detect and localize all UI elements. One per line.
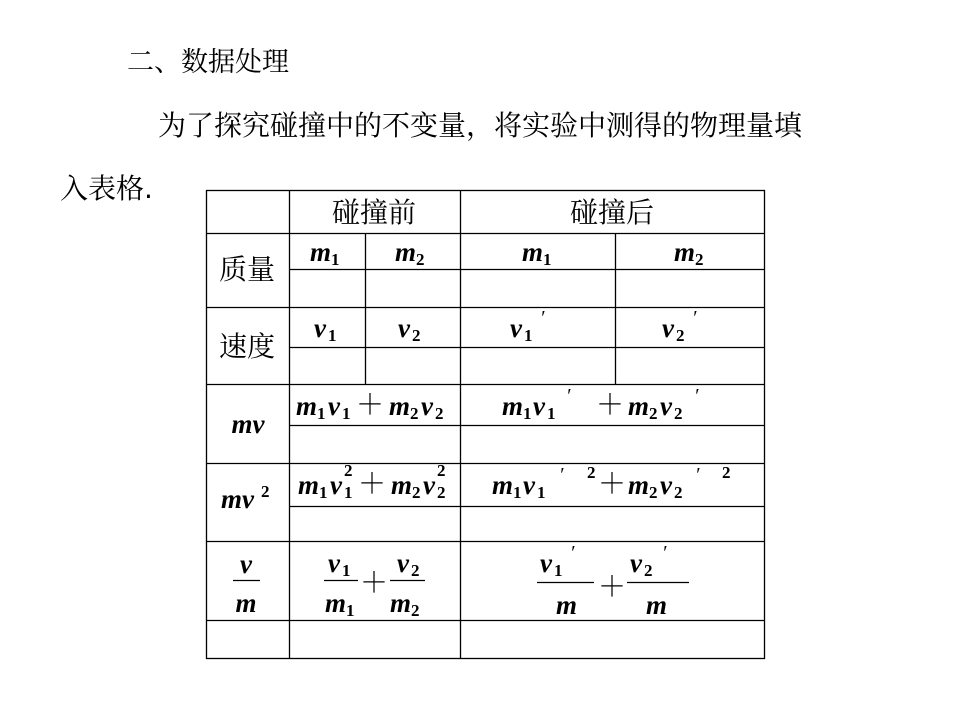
svg-text:′: ′ [694, 385, 699, 407]
svg-text:m: m [492, 470, 514, 500]
svg-text:v: v [330, 470, 342, 500]
svg-text:m: m [674, 237, 696, 267]
svg-text:v: v [540, 548, 552, 578]
svg-text:v: v [314, 313, 326, 343]
svg-text:v: v [533, 391, 545, 421]
svg-text:v: v [423, 470, 435, 500]
svg-text:2: 2 [437, 461, 446, 480]
svg-text:1: 1 [342, 404, 351, 423]
cell-m2-after [674, 237, 704, 269]
cell-mv2-before [298, 461, 446, 502]
svg-text:v: v [421, 391, 433, 421]
svg-text:v: v [662, 313, 674, 343]
svg-text:2: 2 [649, 483, 658, 502]
svg-text:′: ′ [692, 307, 697, 329]
svg-text:m: m [628, 470, 650, 500]
svg-text:m: m [296, 391, 318, 421]
svg-text:v: v [660, 391, 672, 421]
svg-text:2: 2 [722, 463, 731, 482]
row-label-mass: 质量 [218, 253, 276, 286]
svg-text:m: m [389, 391, 411, 421]
cell-v2-prime-after [662, 307, 697, 345]
svg-text:＋: ＋ [598, 467, 627, 500]
svg-text:2: 2 [435, 404, 444, 423]
paragraph-line-1: 为了探究碰撞中的不变量，将实验中测得的物理量填 [158, 109, 803, 142]
header-after: 碰撞后 [569, 196, 655, 229]
row-label-v-over-m [233, 549, 260, 618]
cell-v-over-m-before [324, 548, 425, 620]
svg-text:1: 1 [319, 483, 328, 502]
svg-text:1: 1 [524, 326, 533, 345]
cell-v1-prime-after [510, 307, 545, 345]
svg-text:2: 2 [411, 601, 420, 620]
svg-text:1: 1 [543, 250, 552, 269]
cell-v2-before [398, 313, 421, 345]
row-label-mv: mv [231, 409, 265, 439]
svg-text:m: m [522, 237, 544, 267]
svg-text:1: 1 [331, 250, 340, 269]
svg-text:m: m [556, 590, 578, 620]
svg-text:2: 2 [410, 404, 419, 423]
svg-text:1: 1 [554, 561, 563, 580]
svg-text:2: 2 [674, 404, 683, 423]
svg-text:v: v [328, 548, 340, 578]
svg-text:2: 2 [412, 483, 421, 502]
cell-m2-before [395, 237, 425, 269]
svg-text:mv: mv [221, 484, 254, 514]
svg-text:′: ′ [559, 464, 564, 486]
svg-text:v: v [630, 548, 642, 578]
svg-text:′: ′ [695, 464, 700, 486]
svg-text:1: 1 [328, 326, 337, 345]
cell-mv2-after [492, 463, 731, 502]
svg-text:m: m [646, 590, 668, 620]
svg-text:′: ′ [566, 385, 571, 407]
svg-text:2: 2 [411, 561, 420, 580]
svg-text:1: 1 [346, 601, 355, 620]
svg-text:2: 2 [344, 461, 353, 480]
row-label-velocity: 速度 [218, 330, 276, 363]
svg-text:1: 1 [537, 483, 546, 502]
svg-text:2: 2 [676, 326, 685, 345]
svg-text:＋: ＋ [360, 566, 389, 599]
svg-text:v: v [240, 549, 252, 579]
svg-text:2: 2 [412, 326, 421, 345]
svg-text:v: v [328, 391, 340, 421]
cell-v-over-m-after [537, 542, 689, 620]
svg-text:m: m [395, 237, 417, 267]
cell-m1-before [310, 237, 340, 269]
cell-m1-after [522, 237, 552, 269]
svg-text:2: 2 [261, 482, 270, 501]
header-before: 碰撞前 [331, 196, 417, 229]
svg-text:2: 2 [416, 250, 425, 269]
svg-text:＋: ＋ [356, 388, 385, 421]
svg-text:m: m [391, 470, 413, 500]
svg-text:v: v [523, 470, 535, 500]
svg-text:1: 1 [547, 404, 556, 423]
row-label-mv2 [221, 482, 270, 514]
svg-text:＋: ＋ [358, 467, 387, 500]
svg-text:m: m [390, 588, 412, 618]
svg-text:2: 2 [587, 463, 596, 482]
svg-text:m: m [502, 391, 524, 421]
svg-text:＋: ＋ [596, 388, 625, 421]
svg-text:＋: ＋ [598, 570, 627, 603]
svg-text:m: m [310, 237, 332, 267]
cell-v1-before [314, 313, 337, 345]
paragraph-line-2: 入表格. [60, 172, 153, 205]
svg-text:v: v [398, 313, 410, 343]
svg-text:2: 2 [695, 250, 704, 269]
section-heading: 二、数据处理 [127, 47, 289, 78]
svg-text:1: 1 [523, 404, 532, 423]
svg-text:1: 1 [317, 404, 326, 423]
svg-text:1: 1 [342, 561, 351, 580]
cell-momentum-after [502, 385, 699, 423]
svg-text:v: v [660, 470, 672, 500]
svg-text:v: v [510, 313, 522, 343]
svg-text:2: 2 [644, 561, 653, 580]
svg-text:2: 2 [649, 404, 658, 423]
svg-text:m: m [628, 391, 650, 421]
svg-text:v: v [397, 548, 409, 578]
svg-text:′: ′ [662, 542, 667, 564]
svg-text:′: ′ [540, 307, 545, 329]
svg-text:′: ′ [570, 542, 575, 564]
svg-text:m: m [325, 588, 347, 618]
svg-text:m: m [298, 470, 320, 500]
svg-text:1: 1 [344, 483, 353, 502]
svg-text:2: 2 [674, 483, 683, 502]
svg-text:1: 1 [513, 483, 522, 502]
cell-momentum-before [296, 388, 444, 423]
svg-text:m: m [235, 588, 257, 618]
svg-text:2: 2 [437, 483, 446, 502]
